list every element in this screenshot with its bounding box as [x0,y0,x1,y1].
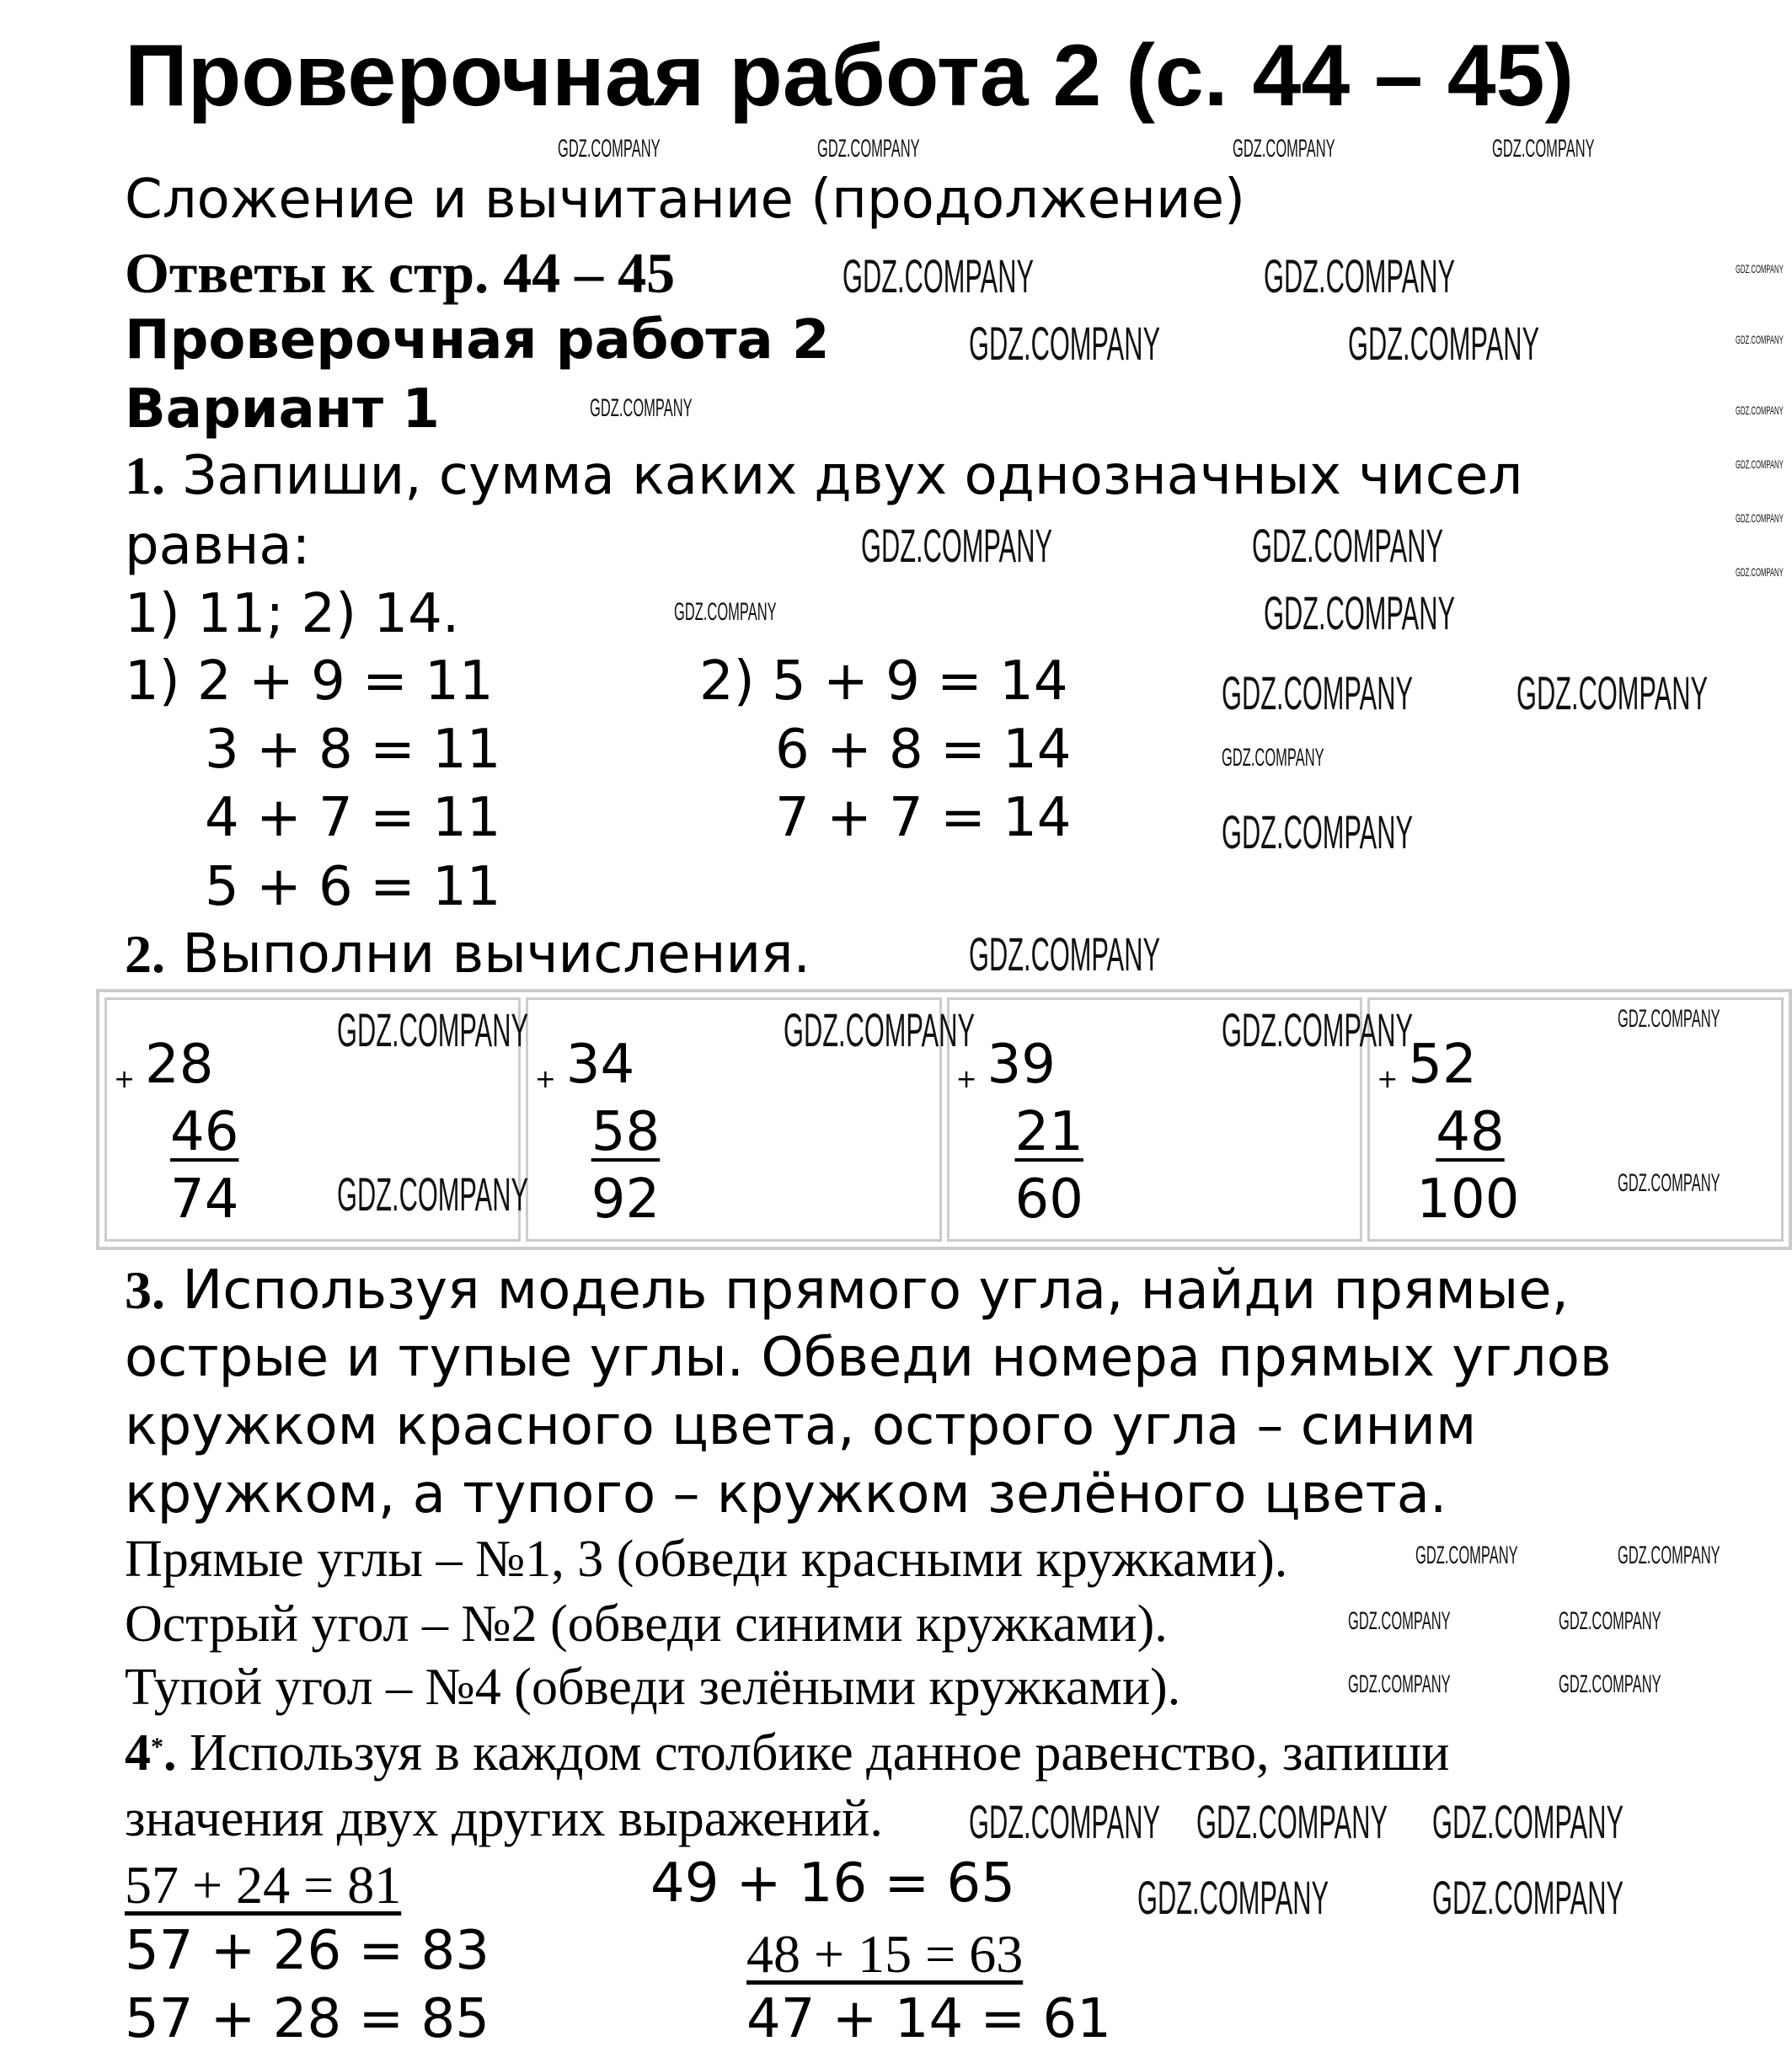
subtitle: Сложение и вычитание (продолжение) [125,168,1245,231]
equation: 6 + 8 = 14 [775,719,1072,781]
watermark: GDZ.COMPANY [337,1168,529,1221]
task3-line: кружком, а тупого – кружком зелёного цвета. [125,1463,1447,1526]
task3-line: острые и тупые углы. Обведи номера прямых углов [125,1327,1612,1389]
watermark: GDZ.COMPANY [558,135,661,163]
task2-number: 2. [125,924,165,984]
answers-heading: Ответы к стр. 44 – 45 [125,241,676,305]
addend-2: 46 [170,1101,239,1163]
addend-1: 39 [987,1034,1056,1096]
watermark: GDZ.COMPANY [1222,744,1324,772]
watermark: GDZ.COMPANY [843,249,1035,302]
plus-sign: + [114,1065,136,1094]
equation: 57 + 26 = 83 [125,1920,489,1982]
equation: 47 + 14 = 61 [746,1988,1111,2050]
watermark: GDZ.COMPANY [861,519,1053,572]
plus-sign: + [955,1065,977,1094]
task3-answer: Прямые углы – №1, 3 (обведи красными кружками). [125,1531,1288,1588]
plus-sign: + [534,1065,556,1094]
page-title: Проверочная работа 2 (с. 44 – 45) [125,27,1575,125]
task1-line2: равна: [125,515,311,577]
task3-line [125,1259,1569,1322]
watermark: GDZ.COMPANY [1348,1670,1451,1698]
watermark: GDZ.COMPANY [1736,403,1784,417]
watermark: GDZ.COMPANY [1736,262,1784,275]
watermark: GDZ.COMPANY [1432,1795,1624,1848]
watermark: GDZ.COMPANY [1618,1542,1720,1569]
watermark: GDZ.COMPANY [1264,249,1456,302]
task3-text: Используя модель прямого угла, найди прямые, [182,1259,1569,1322]
task3-answer: Острый угол – №2 (обведи синими кружками). [125,1595,1168,1653]
watermark: GDZ.COMPANY [1736,457,1784,471]
equation: 49 + 16 = 65 [650,1852,1015,1915]
addend-1: 52 [1408,1034,1477,1096]
watermark: GDZ.COMPANY [1348,317,1540,370]
variant-heading: Вариант 1 [125,378,440,441]
watermark: GDZ.COMPANY [1222,1003,1414,1056]
calc-cell [1367,997,1784,1242]
task4-line: значения двух других выражений. [125,1790,883,1847]
given-equation: 48 + 15 = 63 [746,1924,1024,1984]
watermark: GDZ.COMPANY [1415,1542,1518,1569]
watermark: GDZ.COMPANY [1137,1871,1329,1924]
watermark: GDZ.COMPANY [1736,511,1784,525]
watermark: GDZ.COMPANY [1222,805,1414,858]
plus-sign: + [1377,1065,1399,1094]
task3-answer: Тупой угол – №4 (обведи зелёными кружками). [125,1659,1181,1716]
sum: 74 [170,1168,239,1231]
task4-dot: . [163,1724,177,1782]
watermark: GDZ.COMPANY [674,598,777,626]
watermark: GDZ.COMPANY [1736,565,1784,579]
watermark: GDZ.COMPANY [969,317,1161,370]
watermark: GDZ.COMPANY [1559,1607,1661,1635]
watermark: GDZ.COMPANY [1492,135,1595,163]
watermark: GDZ.COMPANY [969,927,1161,981]
equation: 4 + 7 = 11 [205,787,501,849]
watermark: GDZ.COMPANY [1233,135,1335,163]
equation: 7 + 7 = 14 [775,787,1072,849]
task1-text: Запиши, сумма каких двух однозначных чисел [182,445,1523,507]
task3-number: 3. [125,1260,165,1320]
watermark: GDZ.COMPANY [1196,1795,1388,1848]
addend-2: 21 [1014,1101,1083,1163]
equation: 1) 2 + 9 = 11 [125,650,494,713]
watermark: GDZ.COMPANY [1252,519,1444,572]
watermark: GDZ.COMPANY [1618,1169,1720,1197]
addend-1: 28 [145,1034,214,1096]
addend-1: 34 [565,1034,635,1096]
task3-line: кружком красного цвета, острого угла – синим [125,1395,1477,1457]
task4-line [125,1724,1450,1782]
work-heading: Проверочная работа 2 [125,309,830,371]
watermark: GDZ.COMPANY [590,394,693,422]
star-mark: * [151,1733,163,1761]
equation: 5 + 6 = 11 [205,856,501,918]
watermark: GDZ.COMPANY [1348,1607,1451,1635]
sum: 60 [1014,1168,1083,1231]
watermark: GDZ.COMPANY [337,1003,529,1056]
watermark: GDZ.COMPANY [1559,1670,1661,1698]
watermark: GDZ.COMPANY [1222,666,1414,719]
task1-number: 1. [125,446,165,505]
addend-2: 58 [591,1101,661,1163]
given-equation: 57 + 24 = 81 [125,1855,402,1915]
equation: 3 + 8 = 11 [205,719,501,781]
sum: 100 [1416,1168,1520,1231]
watermark: GDZ.COMPANY [1618,1005,1720,1033]
task2-heading [125,923,810,986]
equation: 57 + 28 = 85 [125,1988,489,2050]
watermark: GDZ.COMPANY [1517,666,1709,719]
watermark: GDZ.COMPANY [1736,333,1784,346]
watermark: GDZ.COMPANY [969,1795,1161,1848]
sum: 92 [591,1168,661,1231]
addend-2: 48 [1436,1101,1505,1163]
watermark: GDZ.COMPANY [784,1003,976,1056]
watermark: GDZ.COMPANY [817,135,920,163]
task4-text: Используя в каждом столбике данное равенство, запиши [190,1724,1450,1782]
task1-line1 [125,445,1523,507]
task1-line3: 1) 11; 2) 14. [125,583,460,645]
task4-number: 4 [125,1724,151,1782]
task2-text: Выполни вычисления. [182,923,810,986]
watermark: GDZ.COMPANY [1432,1871,1624,1924]
watermark: GDZ.COMPANY [1264,586,1456,639]
equation: 2) 5 + 9 = 14 [699,650,1068,713]
